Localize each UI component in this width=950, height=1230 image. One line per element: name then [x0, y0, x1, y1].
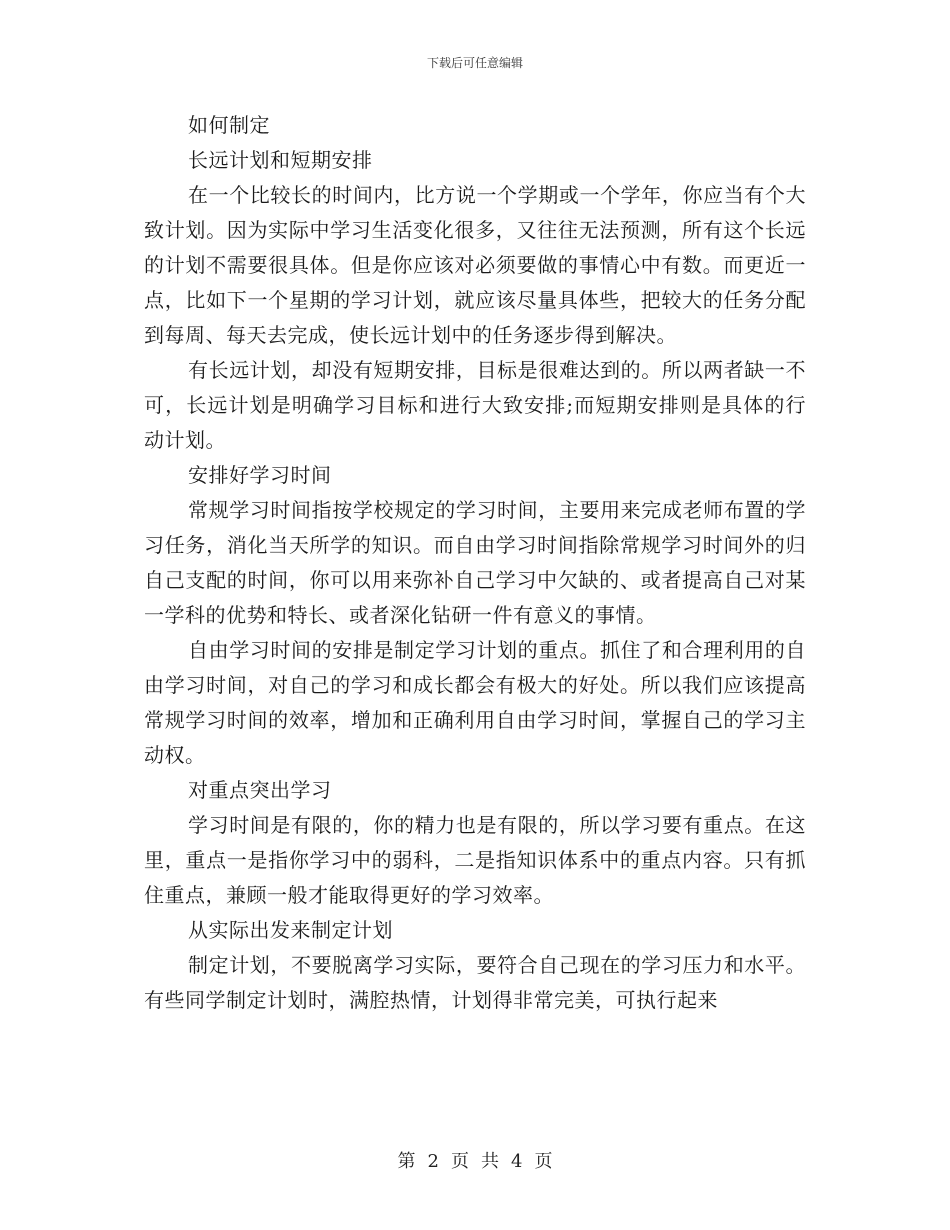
header-note: 下载后可任意编辑: [426, 56, 523, 70]
body-paragraph: 在一个比较长的时间内，比方说一个学期或一个学年，你应当有个大致计划。因为实际中学习生活变化很多，又往往无法预测，所有这个长远的计划不需要很具体。但是你应该对必须要做的事情心中有数。而更近一点，比如下一个星期的学习计划，就应该尽量具体些，把较大的任务分配到每周、每天去完成，使长远计划中的任务逐步得到解决。: [144, 183, 806, 347]
footer-label-gong: 共: [481, 1151, 499, 1172]
footer-label-ye: 页: [534, 1151, 553, 1172]
section-heading: 对重点突出学习: [188, 778, 332, 802]
section-heading: 如何制定: [188, 113, 270, 137]
section-heading: 长远计划和短期安排: [188, 148, 373, 172]
document-body: [144, 108, 806, 1018]
body-paragraph: 有长远计划，却没有短期安排，目标是很难达到的。所以两者缺一不可，长远计划是明确学习目标和进行大致安排;而短期安排则是具体的行动计划。: [144, 358, 806, 452]
body-paragraph: 学习时间是有限的，你的精力也是有限的，所以学习要有重点。在这里，重点一是指你学习中的弱科，二是指知识体系中的重点内容。只有抓住重点，兼顾一般才能取得更好的学习效率。: [144, 813, 806, 907]
body-paragraph: 自由学习时间的安排是制定学习计划的重点。抓住了和合理利用的自由学习时间，对自己的学习和成长都会有极大的好处。所以我们应该提高常规学习时间的效率，增加和正确利用自由学习时间，掌握自己的学习主动权。: [144, 638, 806, 767]
section-heading: 从实际出发来制定计划: [188, 918, 393, 942]
section-heading: 安排好学习时间: [188, 463, 332, 487]
current-page-number: 2: [427, 1151, 439, 1172]
footer-label-di: 第: [397, 1151, 416, 1172]
page-number-footer: [0, 1147, 950, 1173]
footer-label-ye: 页: [451, 1151, 469, 1172]
body-paragraph: 常规学习时间指按学校规定的学习时间，主要用来完成老师布置的学习任务，消化当天所学的知识。而自由学习时间指除常规学习时间外的归自己支配的时间，你可以用来弥补自己学习中欠缺的、或者提高自己对某一学科的优势和特长、或者深化钻研一件有意义的事情。: [144, 498, 806, 627]
total-page-number: 4: [511, 1151, 523, 1172]
body-paragraph: 制定计划，不要脱离学习实际，要符合自己现在的学习压力和水平。有些同学制定计划时，满腔热情，计划得非常完美，可执行起来: [144, 953, 806, 1012]
